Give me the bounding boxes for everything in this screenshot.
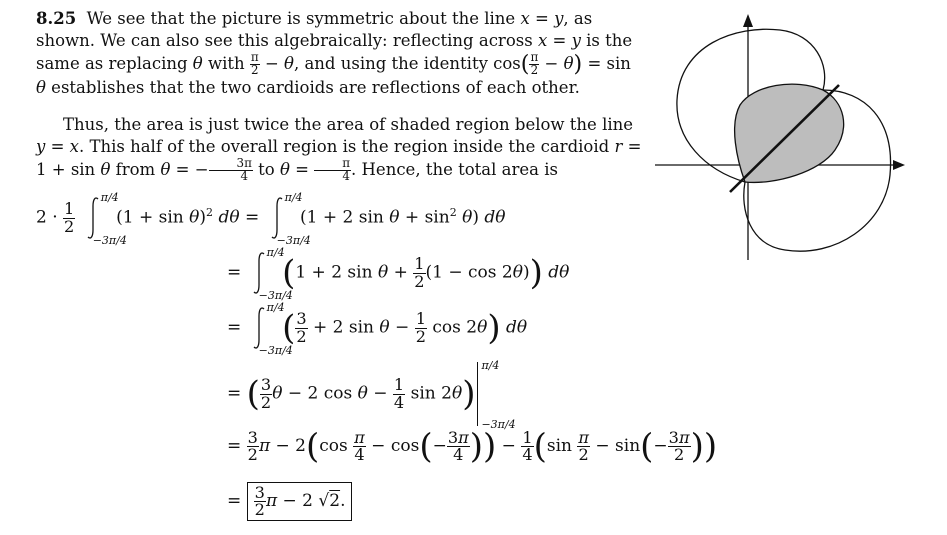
x-axis-arrow-icon: [893, 160, 905, 170]
equation-line-1: 2 · $\frac{1}{2}$ π/4 −3π/4 $(1 + \sin \theta)^2$ dθ = π/4 −3π/4 (1 + 2 $\sin \theta + \sin^2 \theta$) dθ: [36, 191, 506, 247]
boxed-answer: $\frac{3}{2}$ π − 2 √2.: [247, 482, 353, 521]
solution-paragraph-1: 8.25 We see that the picture is symmetric about the line x = y, as shown. We can also see this algebraically: reflecting across x = y is the same as replacing θ with $\frac{\pi}{2}$ − θ, and using the identity cos( $\frac{\pi}{2}$ − θ) = sin θ establishes that the two cardioids are reflections of each other.: [36, 9, 633, 97]
equation-result: = $\frac{3}{2}$ π − 2 √2.: [227, 482, 352, 521]
equation-line-2: = π/4 −3π/4 (1 + 2 sin θ + $\frac{1}{2}$ (1 − cos 2θ)) dθ: [227, 246, 570, 302]
solution-number: 8.25: [36, 9, 77, 28]
integral-sign: π/4 −3π/4: [81, 196, 111, 240]
equation-line-5: = $\frac{3}{2}$ π − 2(cos $\frac{\pi}{4}$ − cos(− $\frac{3\pi}{4}$ )) − $\frac{1}{4}$ (sin $\frac{\pi}{2}$ − sin(− $\frac{3\pi}{2}$ )): [227, 426, 718, 467]
cardioid-diagram: [655, 10, 910, 270]
y-axis-arrow-icon: [743, 14, 753, 27]
integral-sign: π/4 −3π/4: [265, 196, 295, 240]
solution-paragraph-2: Thus, the area is just twice the area of shaded region below the line y = x. This half of the overall region is the region inside the cardioid r = 1 + sin θ from θ = − $\frac{3\pi}{4}$ to θ = $\frac{\pi}{4}$ . Hence, the total area is: [36, 115, 642, 183]
equation-line-3: = π/4 −3π/4 ( $\frac{3}{2}$ + 2 sin θ − $\frac{1}{2}$ cos 2θ) dθ: [227, 301, 528, 357]
equation-line-4: = ( $\frac{3}{2}$ θ − 2 cos θ − $\frac{1}{4}$ sin 2θ) π/4 −3π/4: [227, 362, 520, 426]
evaluation-bar: π/4 −3π/4: [477, 362, 520, 426]
